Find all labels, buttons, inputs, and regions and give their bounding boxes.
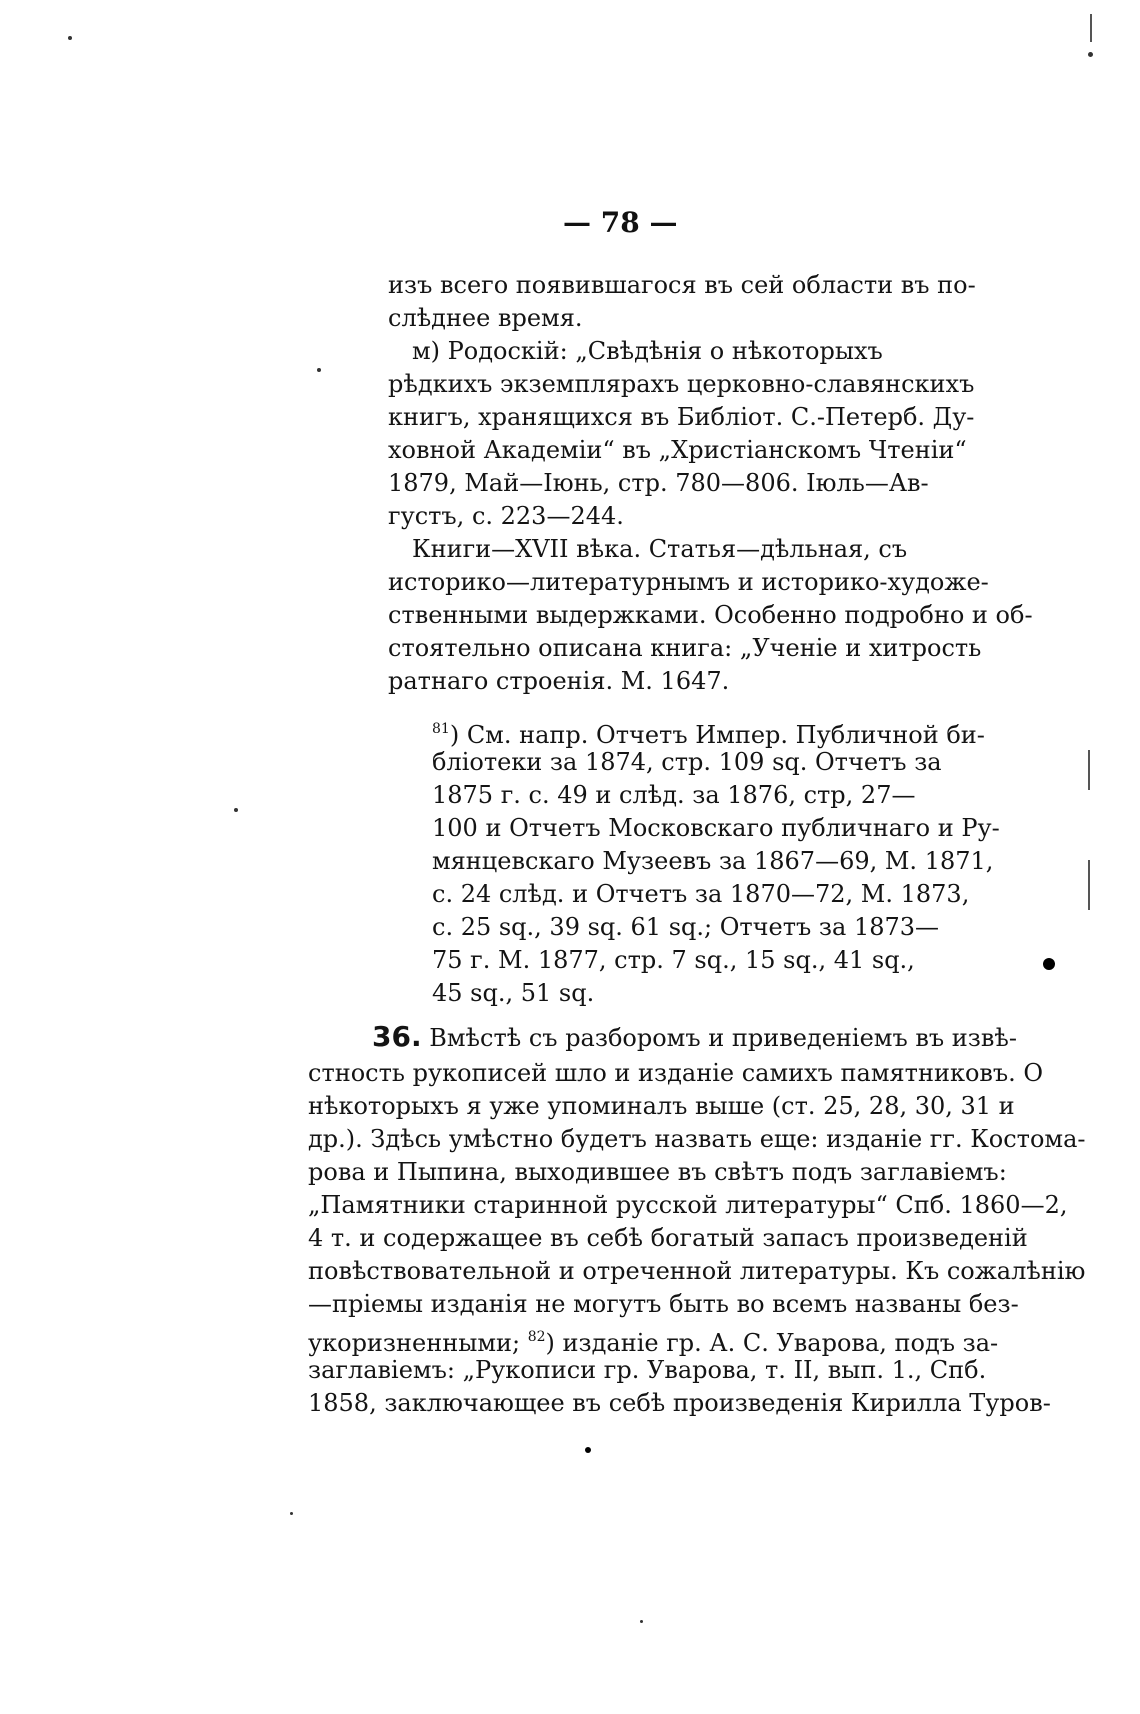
footnote-line: 75 г. М. 1877, стр. 7 sq., 15 sq., 41 sq., xyxy=(432,946,915,974)
text-line: 1879, Май—Іюнь, стр. 780—806. Іюль—Ав- xyxy=(388,469,929,497)
footnote-line: 100 и Отчетъ Московскаго публичнаго и Ру- xyxy=(432,814,1000,842)
footnote-text: ) См. напр. Отчетъ Импер. Публичной би- xyxy=(449,721,985,749)
text-line: ственными выдержками. Особенно подробно и об- xyxy=(388,601,1033,629)
scan-speck xyxy=(290,1512,293,1515)
section-first-line xyxy=(372,1020,1017,1055)
text-line: стоятельно описана книга: „Ученіе и хитрость xyxy=(388,634,982,662)
text-line: историко—литературнымъ и историко-художе- xyxy=(388,568,989,596)
text-line: ховной Академіи“ въ „Христіанскомъ Чтеніи“ xyxy=(388,436,967,464)
text-line: „Памятники старинной русской литературы“ Спб. 1860—2, xyxy=(308,1191,1068,1219)
text-segment: укоризненными; xyxy=(308,1329,521,1357)
section-text: Вмѣстѣ съ разборомъ и приведеніемъ въ извѣ- xyxy=(429,1024,1017,1052)
scan-speck xyxy=(68,36,72,40)
scan-speck xyxy=(640,1620,643,1623)
scan-mark xyxy=(1088,860,1090,910)
text-line: ратнаго строенія. М. 1647. xyxy=(388,667,730,695)
text-line: книгъ, хранящихся въ Библіот. С.-Петерб. Ду- xyxy=(388,403,975,431)
footnote-line: с. 24 слѣд. и Отчетъ за 1870—72, М. 1873, xyxy=(432,880,970,908)
page-number: — 78 — xyxy=(563,206,678,239)
text-line: —пріемы изданія не могутъ быть во всемъ названы без- xyxy=(308,1290,1019,1318)
text-line: заглавіемъ: „Рукописи гр. Уварова, т. II, вып. 1., Спб. xyxy=(308,1356,987,1384)
scan-mark xyxy=(1090,14,1092,42)
text-line: густъ, с. 223—244. xyxy=(388,502,624,530)
text-line: повѣствовательной и отреченной литературы. Къ сожалѣнію xyxy=(308,1257,1086,1285)
text-line: изъ всего появившагося въ сей области въ по- xyxy=(388,271,976,299)
scan-speck xyxy=(1043,958,1055,970)
text-line: др.). Здѣсь умѣстно будетъ назвать еще: изданіе гг. Костома- xyxy=(308,1125,1086,1153)
scan-speck xyxy=(234,808,238,812)
scan-speck xyxy=(317,368,321,372)
text-line: нѣкоторыхъ я уже упоминалъ выше (ст. 25, 28, 30, 31 и xyxy=(308,1092,1015,1120)
text-line: стность рукописей шло и изданіе самихъ памятниковъ. О xyxy=(308,1059,1044,1087)
footnote-line: 45 sq., 51 sq. xyxy=(432,979,595,1007)
text-line: рова и Пыпина, выходившее въ свѣтъ подъ заглавіемъ: xyxy=(308,1158,1007,1186)
text-line: слѣднее время. xyxy=(388,304,583,332)
scan-speck xyxy=(1088,52,1093,57)
section-number: 36. xyxy=(372,1020,422,1053)
scan-speck xyxy=(585,1447,591,1453)
text-line: рѣдкихъ экземплярахъ церковно-славянскихъ xyxy=(388,370,975,398)
text-line: м) Родоскій: „Свѣдѣнія о нѣкоторыхъ xyxy=(412,337,883,365)
footnote-line: мянцевскаго Музеевъ за 1867—69, М. 1871, xyxy=(432,847,994,875)
footnote-reference: 82 xyxy=(527,1329,546,1345)
footnote-marker: 81 xyxy=(432,721,450,737)
text-line: Книги—XVII вѣка. Статья—дѣльная, съ xyxy=(412,535,908,563)
footnote-line: 1875 г. с. 49 и слѣд. за 1876, стр, 27— xyxy=(432,781,916,809)
text-line: 4 т. и содержащее въ себѣ богатый запасъ произведеній xyxy=(308,1224,1028,1252)
text-line: 1858, заключающее въ себѣ произведенія Кирилла Туров- xyxy=(308,1389,1051,1417)
footnote-line: с. 25 sq., 39 sq. 61 sq.; Отчетъ за 1873— xyxy=(432,913,940,941)
text-segment: ) изданіе гр. А. С. Уварова, подъ за- xyxy=(545,1329,999,1357)
scan-mark xyxy=(1088,750,1090,790)
footnote-line: бліотеки за 1874, стр. 109 sq. Отчетъ за xyxy=(432,748,942,776)
